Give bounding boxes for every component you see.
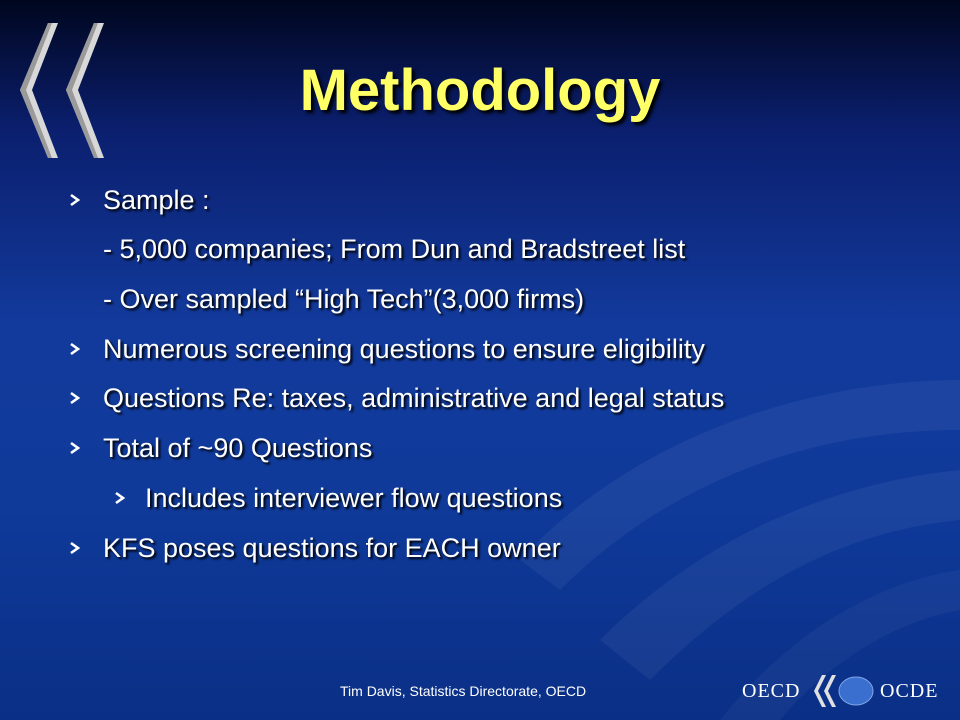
arrow-bullet-icon: [68, 441, 82, 455]
arrow-bullet-icon: [113, 491, 127, 505]
oecd-chevron-globe-icon: [812, 673, 878, 709]
arrow-bullet-icon: [68, 391, 82, 405]
bullet-text: - 5,000 companies; From Dun and Bradstreet list: [103, 234, 686, 264]
arrow-bullet-icon: [68, 193, 82, 207]
bullet-text: Questions Re: taxes, administrative and legal status: [103, 383, 725, 413]
arrow-bullet-icon: [68, 342, 82, 356]
oecd-logo: [742, 673, 948, 709]
oecd-logo-text-fr: OCDE: [880, 680, 939, 702]
bullet-text: KFS poses questions for EACH owner: [103, 533, 561, 563]
bullet-text: Sample :: [103, 185, 210, 215]
bullet-text: Total of ~90 Questions: [103, 433, 373, 463]
footer-credit: Tim Davis, Statistics Directorate, OECD: [340, 683, 587, 699]
slide-title: Methodology: [299, 58, 661, 123]
oecd-logo-text-en: OECD: [742, 680, 801, 702]
arrow-bullet-icon: [68, 541, 82, 555]
bullet-text: Includes interviewer flow questions: [145, 483, 563, 513]
bullet-text: Numerous screening questions to ensure eligibility: [103, 334, 705, 364]
bullet-text: - Over sampled “High Tech”(3,000 firms): [103, 284, 585, 314]
